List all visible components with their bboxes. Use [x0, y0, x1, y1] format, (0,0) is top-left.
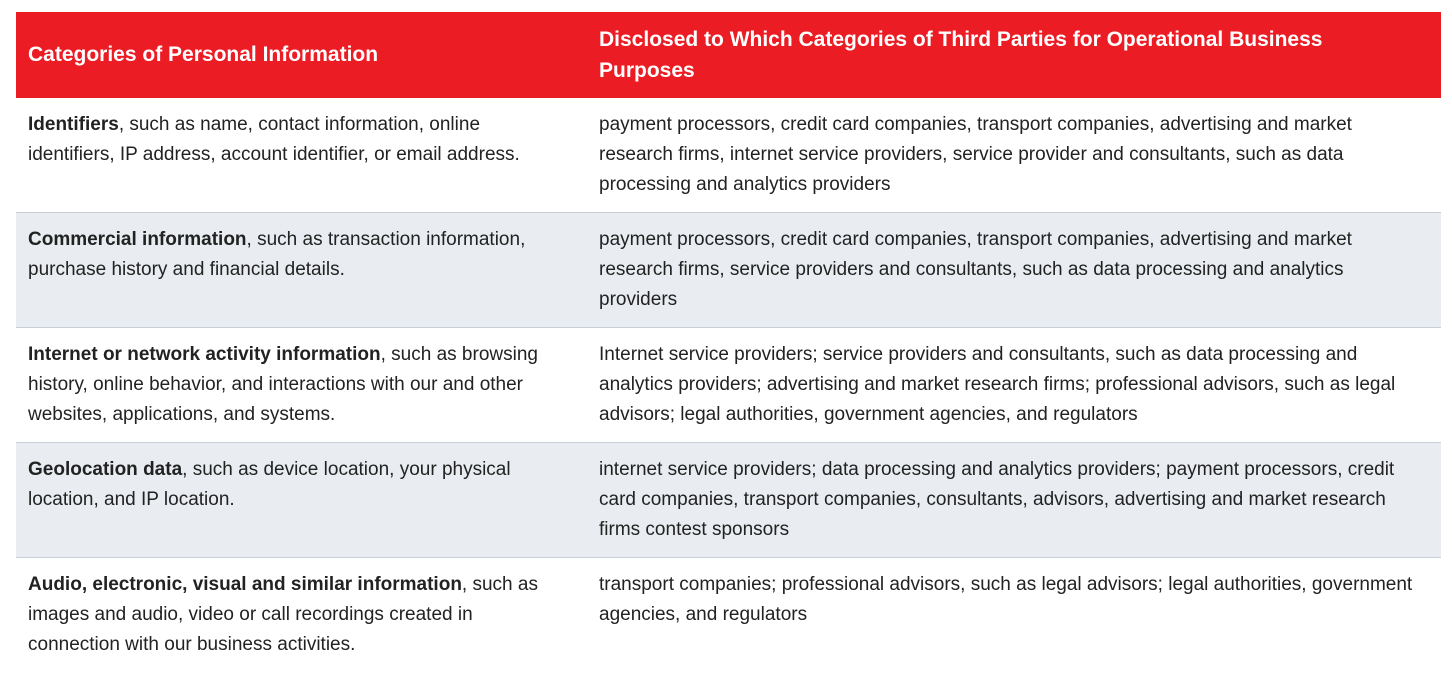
category-description: , such as browsing history, online behavior, and interactions with our and other websites, applications, and systems.: [28, 344, 538, 425]
table-row: [16, 328, 1441, 443]
category-name: Commercial information: [28, 229, 247, 250]
table-row: [16, 443, 1441, 558]
disclosed-cell: payment processors, credit card companies, transport companies, advertising and market research firms, service providers and consultants, such as data processing and analytics providers: [599, 229, 1352, 310]
category-name: Audio, electronic, visual and similar information: [28, 574, 462, 595]
category-name: Geolocation data: [28, 459, 183, 480]
category-cell: [16, 98, 587, 212]
category-cell: [16, 558, 587, 678]
category-description: , such as device location, your physical location, and IP location.: [28, 459, 511, 510]
disclosed-cell: transport companies; professional advisors, such as legal advisors; legal authorities, government agencies, and regulators: [599, 574, 1413, 625]
category-description: , such as name, contact information, online identifiers, IP address, account identifier, or email address.: [28, 114, 520, 165]
disclosed-cell: Internet service providers; service providers and consultants, such as data processing and analytics providers; advertising and market research firms; professional advisors, such as legal advisors; legal authorities, government agencies, and regulators: [599, 344, 1396, 425]
personal-information-table: [16, 12, 1441, 678]
table-header: [16, 12, 1441, 98]
table-row: [16, 98, 1441, 213]
category-cell: [16, 443, 587, 557]
category-name: Internet or network activity information: [28, 344, 381, 365]
header-categories: Categories of Personal Information: [28, 43, 379, 66]
category-description: , such as images and audio, video or call recordings created in connection with our business activities.: [28, 574, 538, 655]
table-row: [16, 213, 1441, 328]
category-name: Identifiers: [28, 114, 119, 135]
category-cell: [16, 328, 587, 442]
category-cell: [16, 213, 587, 327]
category-description: , such as transaction information, purchase history and financial details.: [28, 229, 526, 280]
table-row: [16, 558, 1441, 678]
disclosed-cell: internet service providers; data processing and analytics providers; payment processors, credit card companies, transport companies, consultants, advisors, advertising and market research firms contest sponsors: [599, 459, 1395, 540]
header-disclosed-to: Disclosed to Which Categories of Third Parties for Operational Business Purposes: [599, 28, 1323, 82]
disclosed-cell: payment processors, credit card companies, transport companies, advertising and market research firms, internet service providers, service provider and consultants, such as data processing and analytics providers: [599, 114, 1352, 195]
